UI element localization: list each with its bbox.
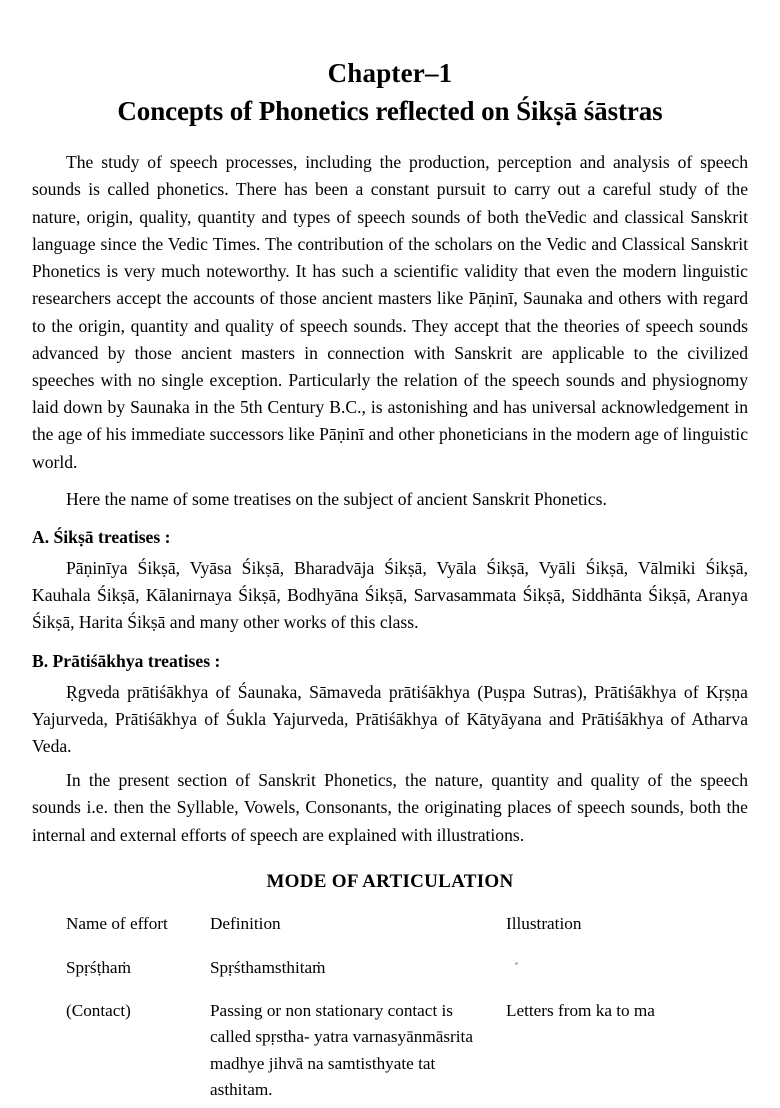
- mode-of-articulation-table: [32, 912, 748, 1104]
- table-header-row: [32, 912, 748, 956]
- cell-illustration: Letters from ka to ma: [506, 1000, 655, 1020]
- cell-definition: Passing or non stationary contact is called spṛstha- yatra varnasyānmāsrita madhye jihvā na samtisthyate tat asthitam.: [210, 1000, 473, 1100]
- scan-artifact-speck: [515, 962, 518, 965]
- body-content: [32, 149, 748, 848]
- chapter-number-heading: Chapter–1: [327, 58, 453, 88]
- section-b-heading: B. Prātiśākhya treatises :: [32, 650, 221, 671]
- column-header-definition: Definition: [210, 913, 281, 933]
- closing-paragraph: In the present section of Sanskrit Phonetics, the nature, quantity and quality of the speech sounds i.e. then the Syllable, Vowels, Consonants, the originating places of speech sounds, both the internal and external efforts of speech are explained with illustrations.: [32, 770, 748, 845]
- column-header-illustration: Illustration: [506, 913, 582, 933]
- intro-paragraph: The study of speech processes, including the production, perception and analysis of speech sounds is called phonetics. There has been a constant pursuit to carry out a careful study of the nature, origin, quality, quantity and types of speech sounds of both theVedic and classical Sanskrit language since the Vedic Times. The contribution of the scholars on the Vedic and Classical Sanskrit Phonetics is very much noteworthy. It has such a scientific validity that even the modern linguistic researchers accept the accounts of those ancient masters like Pāṇinī, Saunaka and others with regard to the origin, quantity and quality of speech sounds. They accept that the theories of speech sounds advanced by those ancient masters in connection with Sanskrit are applicable to the civilized speeches with no single exception. Particularly the relation of the speech sounds and physiognomy laid down by Saunaka in the 5th Century B.C., is astonishing and has universal acknowledgement in the age of his immediate successors like Pāṇinī and other phoneticians in the modern age of linguistic world.: [32, 152, 748, 472]
- section-a-list: Pāṇinīya Śikṣā, Vyāsa Śikṣā, Bharadvāja Śikṣā, Vyāla Śikṣā, Vyāli Śikṣā, Vālmiki Śikṣā, Kauhala Śikṣā, Kālanirnaya Śikṣā, Bodhyāna Śikṣā, Sarvasammata Śikṣā, Siddhānta Śikṣā, Aranya Śikṣā, Harita Śikṣā and many other works of this class.: [32, 557, 748, 633]
- cell-illustration: [506, 956, 748, 998]
- table-row: [32, 998, 748, 1104]
- page-title: Concepts of Phonetics reflected on Śikṣā śāstras: [117, 96, 663, 127]
- section-a-heading: A. Śikṣā treatises :: [32, 526, 171, 547]
- cell-name-of-effort: Spṛśṭhaṁ: [66, 957, 131, 977]
- table-row: [32, 956, 748, 998]
- cell-name-of-effort: (Contact): [66, 1000, 131, 1020]
- cell-definition: Spṛśthamsthitaṁ: [210, 957, 326, 977]
- treatises-lead-paragraph: Here the name of some treatises on the subject of ancient Sanskrit Phonetics.: [66, 488, 607, 509]
- section-b-list: Ṛgveda prātiśākhya of Śaunaka, Sāmaveda prātiśākhya (Puṣpa Sutras), Prātiśākhya of Kṛṣṇa Yajurveda, Prātiśākhya of Śukla Yajurveda, Prātiśākhya of Kātyāyana and Prātiśākhya of Atharva Veda.: [32, 681, 748, 756]
- mode-of-articulation-heading: MODE OF ARTICULATION: [266, 870, 514, 892]
- column-header-name-of-effort: Name of effort: [66, 913, 168, 933]
